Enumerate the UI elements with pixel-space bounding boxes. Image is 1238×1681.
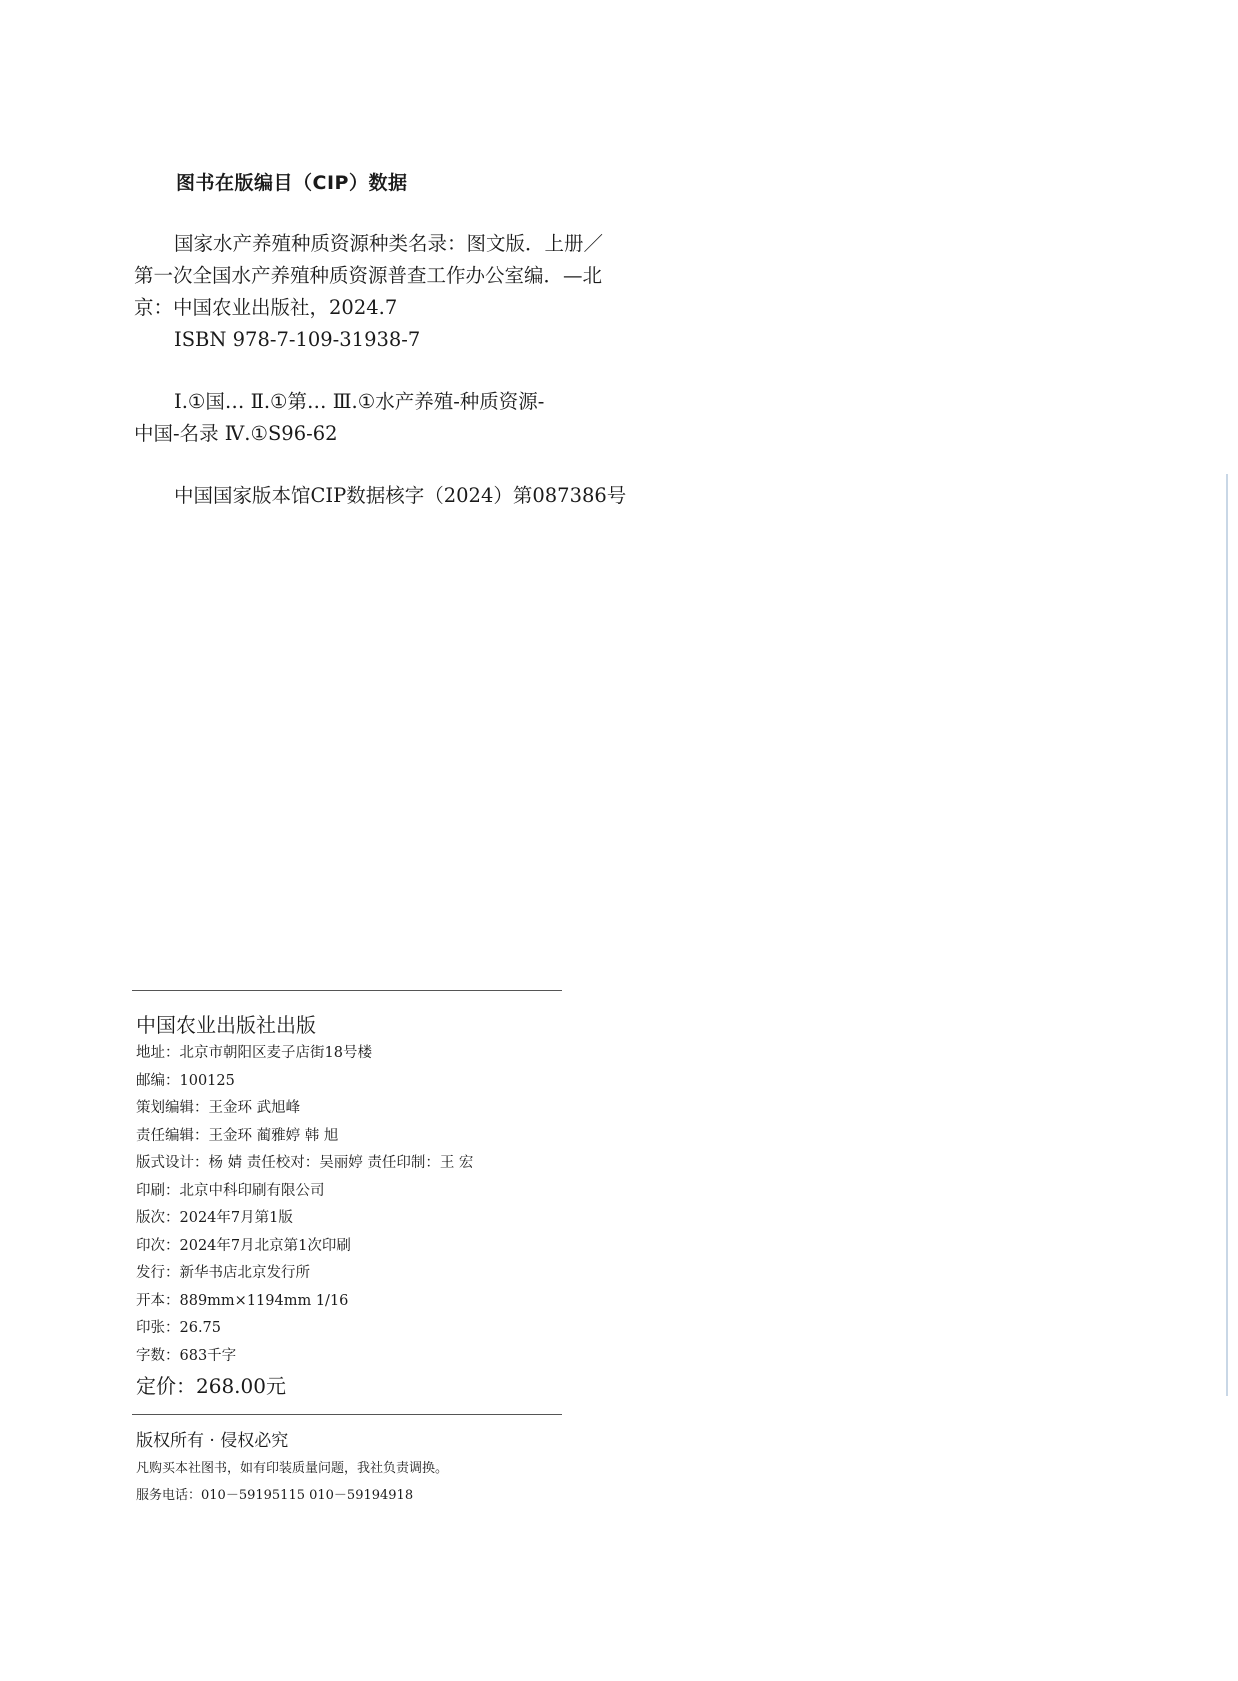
colophon-top-divider: [132, 990, 562, 991]
service-phone: 服务电话：010－59195115 010－59194918: [136, 1488, 414, 1503]
colophon-word-count: 字数：683千字: [136, 1347, 237, 1364]
rights-notice: [136, 1427, 596, 1509]
page-edge-rule: [1226, 474, 1228, 1396]
colophon-responsible-editors: 责任编辑：王金环 蔺雅婷 韩 旭: [136, 1127, 339, 1144]
colophon-postcode: 邮编：100125: [136, 1072, 235, 1089]
spacer: [134, 450, 654, 480]
colophon-design-proof-print: 版式设计：杨 婧 责任校对：吴丽婷 责任印制：王 宏: [136, 1155, 474, 1171]
cip-record-line: 第一次全国水产养殖种质资源普查工作办公室编．—北: [134, 264, 603, 287]
cip-record-line: 国家水产养殖种质资源种类名录：图文版．上册／: [174, 232, 604, 255]
cip-verification: 中国国家版本馆CIP数据核字（2024）第087386号: [174, 484, 627, 507]
cip-heading: 图书在版编目（CIP）数据: [176, 172, 408, 194]
colophon-details: [136, 1040, 596, 1370]
colophon-bottom-divider: [132, 1414, 562, 1415]
colophon-printing: 印次：2024年7月北京第1次印刷: [136, 1237, 351, 1254]
colophon-planning-editors: 策划编辑：王金环 武旭峰: [136, 1100, 301, 1116]
publisher-line: 中国农业出版社出版: [136, 1013, 316, 1037]
cip-subject-line: 中国-名录 Ⅳ.①S96-62: [134, 422, 338, 445]
rights-exchange-notice: 凡购买本社图书，如有印装质量问题，我社负责调换。: [136, 1461, 449, 1476]
price-line: 定价：268.00元: [136, 1374, 286, 1398]
cip-record-line: 京：中国农业出版社，2024.7: [134, 296, 398, 319]
colophon-distribution: 发行：新华书店北京发行所: [136, 1265, 310, 1281]
cip-record: [134, 228, 654, 512]
colophon-format: 开本：889mm×1194mm 1/16: [136, 1292, 349, 1309]
cip-subject-line: Ⅰ.①国… Ⅱ.①第… Ⅲ.①水产养殖-种质资源-: [174, 390, 545, 413]
colophon-printer: 印刷：北京中科印刷有限公司: [136, 1182, 325, 1199]
colophon-edition: 版次：2024年7月第1版: [136, 1210, 293, 1226]
rights-title: 版权所有 · 侵权必究: [136, 1431, 289, 1451]
colophon-address: 地址：北京市朝阳区麦子店街18号楼: [136, 1045, 372, 1061]
colophon-sheets: 印张：26.75: [136, 1320, 222, 1336]
spacer: [134, 356, 654, 386]
cip-isbn: ISBN 978-7-109-31938-7: [174, 328, 421, 351]
colophon: [136, 1010, 596, 1401]
